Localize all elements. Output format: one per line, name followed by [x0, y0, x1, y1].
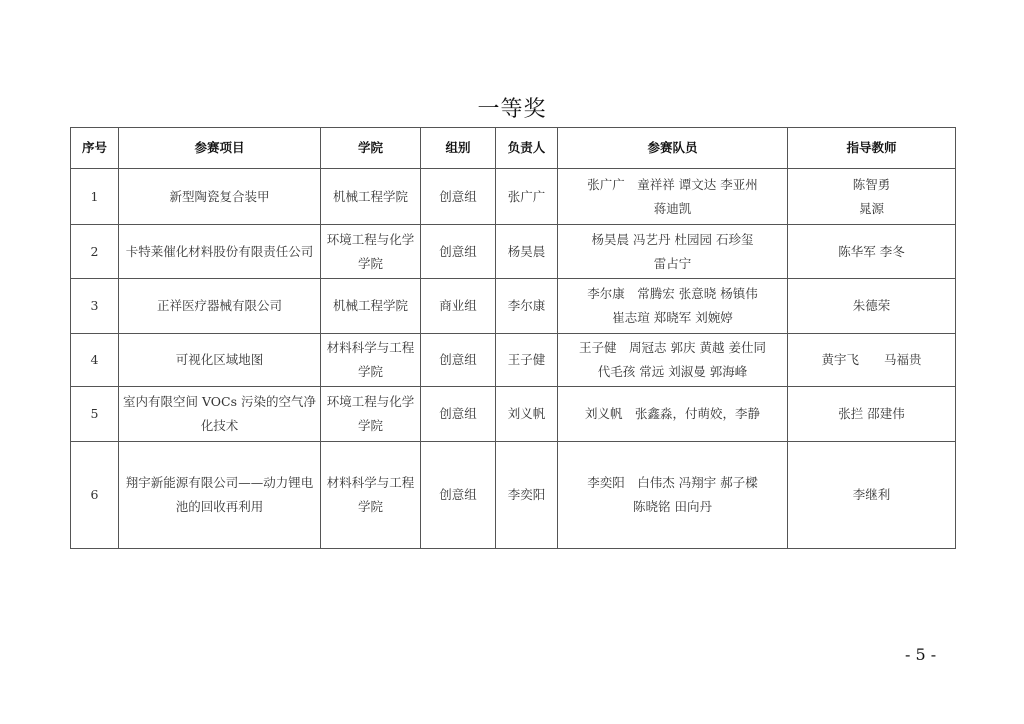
cell-leader: 刘义帆	[496, 387, 558, 442]
cell-college: 机械工程学院	[321, 279, 421, 334]
member-line: 杨昊晨 冯艺丹 杜园园 石珍玺	[591, 231, 754, 247]
cell-college: 机械工程学院	[321, 169, 421, 225]
cell-project: 新型陶瓷复合装甲	[119, 169, 321, 225]
cell-group: 创意组	[421, 334, 496, 387]
header-group: 组别	[421, 128, 496, 169]
header-seq: 序号	[71, 128, 119, 169]
page-title: 一等奖	[477, 97, 547, 122]
member-line: 蒋迪凯	[653, 200, 692, 216]
cell-college: 材料科学与工程学院	[321, 442, 421, 549]
cell-seq: 2	[71, 225, 119, 279]
advisor-line: 朱德荣	[852, 298, 891, 313]
awards-table	[70, 127, 956, 549]
header-advisor: 指导教师	[788, 128, 956, 169]
cell-group: 创意组	[421, 387, 496, 442]
table-header-row	[71, 128, 956, 169]
table-row	[71, 169, 956, 225]
cell-leader: 王子健	[496, 334, 558, 387]
cell-project: 卡特莱催化材料股份有限责任公司	[119, 225, 321, 279]
cell-leader: 李尔康	[496, 279, 558, 334]
advisor-line: 陈智勇	[852, 176, 891, 192]
advisor-line: 李继利	[852, 487, 891, 502]
cell-group: 创意组	[421, 169, 496, 225]
advisor-line: 黄宇飞 马福贵	[821, 352, 922, 367]
table-row	[71, 334, 956, 387]
cell-seq: 6	[71, 442, 119, 549]
cell-seq: 1	[71, 169, 119, 225]
advisor-line: 陈华军 李冬	[838, 243, 905, 259]
table-row	[71, 225, 956, 279]
header-leader: 负责人	[496, 128, 558, 169]
cell-members	[558, 387, 788, 442]
cell-members	[558, 442, 788, 549]
cell-members	[558, 279, 788, 334]
cell-group: 创意组	[421, 225, 496, 279]
cell-advisor	[788, 442, 956, 549]
cell-project: 翔宇新能源有限公司——动力锂电池的回收再利用	[119, 442, 321, 549]
cell-seq: 3	[71, 279, 119, 334]
cell-advisor	[788, 279, 956, 334]
member-line: 刘义帆 张鑫淼，付萌姣，李静	[584, 406, 760, 421]
member-line: 李尔康 常腾宏 张意晓 杨镇伟	[587, 286, 758, 301]
page-number: - 5 -	[905, 645, 937, 664]
table-row	[71, 442, 956, 549]
cell-advisor	[788, 387, 956, 442]
cell-seq: 5	[71, 387, 119, 442]
header-project: 参赛项目	[119, 128, 321, 169]
member-line: 陈晓铭 田向丹	[633, 499, 712, 514]
member-line: 雷占宁	[653, 255, 692, 271]
cell-members	[558, 169, 788, 225]
cell-college: 环境工程与化学学院	[321, 387, 421, 442]
header-members: 参赛队员	[558, 128, 788, 169]
cell-college: 材料科学与工程学院	[321, 334, 421, 387]
cell-advisor	[788, 169, 956, 225]
member-line: 李奕阳 白伟杰 冯翔宇 郝子樑	[587, 475, 758, 490]
advisor-line: 晁源	[858, 200, 884, 216]
cell-group: 商业组	[421, 279, 496, 334]
cell-seq: 4	[71, 334, 119, 387]
cell-advisor	[788, 334, 956, 387]
advisor-line: 张拦 邵建伟	[838, 406, 905, 421]
member-line: 张广广 童祥祥 谭文达 李亚州	[587, 176, 758, 192]
member-line: 王子健 周冠志 郭庆 黄越 姜仕同	[579, 340, 766, 355]
cell-group: 创意组	[421, 442, 496, 549]
cell-leader: 李奕阳	[496, 442, 558, 549]
table-row	[71, 387, 956, 442]
cell-members	[558, 225, 788, 279]
cell-advisor	[788, 225, 956, 279]
cell-members	[558, 334, 788, 387]
cell-leader: 张广广	[496, 169, 558, 225]
cell-project: 可视化区域地图	[119, 334, 321, 387]
member-line: 代毛孩 常远 刘淑曼 郭海峰	[597, 364, 748, 379]
header-college: 学院	[321, 128, 421, 169]
table-row	[71, 279, 956, 334]
cell-leader: 杨昊晨	[496, 225, 558, 279]
cell-project: 室内有限空间 VOCs 污染的空气净化技术	[119, 387, 321, 442]
cell-project: 正祥医疗器械有限公司	[119, 279, 321, 334]
cell-college: 环境工程与化学学院	[321, 225, 421, 279]
member-line: 崔志瑄 郑晓军 刘婉婷	[612, 310, 733, 325]
